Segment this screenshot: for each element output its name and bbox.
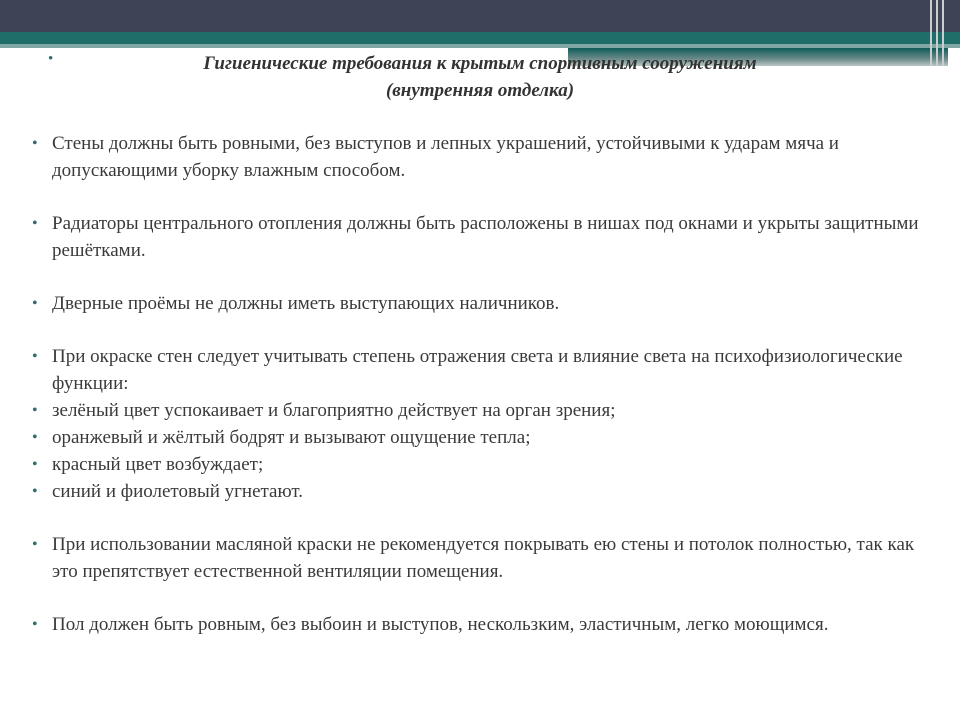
decorative-vertical-lines: [930, 0, 952, 66]
bullet-item: • зелёный цвет успокаивает и благоприятно действует на орган зрения;: [30, 397, 930, 424]
bullet-list: [30, 130, 930, 638]
slide-title: [52, 50, 908, 104]
bullet-item: • Стены должны быть ровными, без выступов и лепных украшений, устойчивыми к ударам мяча и допускающими уборку влажным способом.: [30, 130, 930, 184]
bullet-item: • Дверные проёмы не должны иметь выступающих наличников.: [30, 290, 930, 317]
bullet-item: • оранжевый и жёлтый бодрят и вызывают ощущение тепла;: [30, 424, 930, 451]
bullet-item: • При окраске стен следует учитывать степень отражения света и влияние света на психофизиологические функции:: [30, 343, 930, 397]
slide-title-line2: (внутренняя отделка): [385, 80, 575, 101]
bullet-item: • синий и фиолетовый угнетают.: [30, 478, 930, 505]
slide-title-line1: Гигиенические требования к крытым спортивным сооружениям: [203, 53, 757, 74]
bullet-item: • Радиаторы центрального отопления должны быть расположены в нишах под окнами и укрыты защитными решётками.: [30, 210, 930, 264]
top-decorative-bar: [0, 0, 960, 32]
title-bullet: •: [48, 51, 54, 67]
bullet-item: • Пол должен быть ровным, без выбоин и выступов, нескользким, эластичным, легко моющимся.: [30, 611, 930, 638]
bullet-item: • При использовании масляной краски не рекомендуется покрывать ею стены и потолок полностью, так как это препятствует естественной вентиляции помещения.: [30, 531, 930, 585]
bullet-item: • красный цвет возбуждает;: [30, 451, 930, 478]
